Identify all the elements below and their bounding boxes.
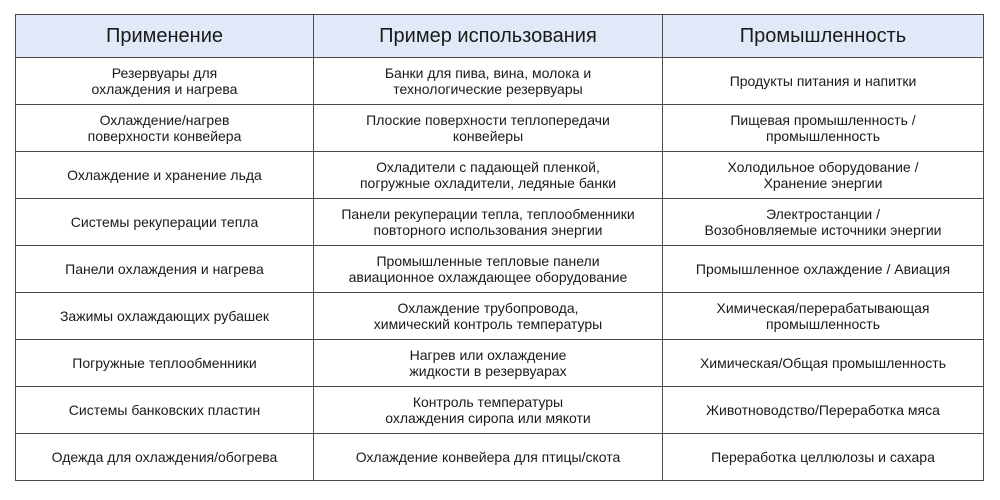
table-row bbox=[16, 387, 984, 434]
cell-industry: Электростанции / Возобновляемые источники энергии bbox=[663, 199, 984, 246]
table-row bbox=[16, 340, 984, 387]
cell-application: Погружные теплообменники bbox=[16, 340, 314, 387]
cell-application: Охлаждение/нагрев поверхности конвейера bbox=[16, 105, 314, 152]
cell-usage-example: Панели рекуперации тепла, теплообменники повторного использования энергии bbox=[314, 199, 663, 246]
table-row bbox=[16, 246, 984, 293]
cell-application: Одежда для охлаждения/обогрева bbox=[16, 434, 314, 481]
cell-usage-example: Охлаждение трубопровода, химический контроль температуры bbox=[314, 293, 663, 340]
header-industry: Промышленность bbox=[663, 15, 984, 58]
cell-application: Панели охлаждения и нагрева bbox=[16, 246, 314, 293]
cell-application: Системы банковских пластин bbox=[16, 387, 314, 434]
table-row bbox=[16, 293, 984, 340]
header-row bbox=[16, 15, 984, 58]
cell-application: Системы рекуперации тепла bbox=[16, 199, 314, 246]
cell-usage-example: Охлаждение конвейера для птицы/скота bbox=[314, 434, 663, 481]
cell-industry: Промышленное охлаждение / Авиация bbox=[663, 246, 984, 293]
cell-usage-example: Контроль температуры охлаждения сиропа или мякоти bbox=[314, 387, 663, 434]
table-row bbox=[16, 434, 984, 481]
cell-industry: Пищевая промышленность / промышленность bbox=[663, 105, 984, 152]
header-usage-example: Пример использования bbox=[314, 15, 663, 58]
table-row bbox=[16, 105, 984, 152]
table-row bbox=[16, 58, 984, 105]
cell-industry: Химическая/перерабатывающая промышленность bbox=[663, 293, 984, 340]
applications-table-container bbox=[15, 14, 983, 481]
cell-application: Зажимы охлаждающих рубашек bbox=[16, 293, 314, 340]
table-row bbox=[16, 152, 984, 199]
cell-usage-example: Плоские поверхности теплопередачи конвейеры bbox=[314, 105, 663, 152]
cell-usage-example: Нагрев или охлаждение жидкости в резервуарах bbox=[314, 340, 663, 387]
cell-usage-example: Банки для пива, вина, молока и технологические резервуары bbox=[314, 58, 663, 105]
table-body bbox=[16, 58, 984, 481]
applications-table bbox=[15, 14, 984, 481]
header-application: Применение bbox=[16, 15, 314, 58]
cell-industry: Химическая/Общая промышленность bbox=[663, 340, 984, 387]
cell-usage-example: Охладители с падающей пленкой, погружные охладители, ледяные банки bbox=[314, 152, 663, 199]
cell-industry: Животноводство/Переработка мяса bbox=[663, 387, 984, 434]
cell-industry: Продукты питания и напитки bbox=[663, 58, 984, 105]
cell-industry: Переработка целлюлозы и сахара bbox=[663, 434, 984, 481]
cell-application: Резервуары для охлаждения и нагрева bbox=[16, 58, 314, 105]
table-header bbox=[16, 15, 984, 58]
cell-application: Охлаждение и хранение льда bbox=[16, 152, 314, 199]
cell-industry: Холодильное оборудование / Хранение энергии bbox=[663, 152, 984, 199]
cell-usage-example: Промышленные тепловые панели авиационное охлаждающее оборудование bbox=[314, 246, 663, 293]
table-row bbox=[16, 199, 984, 246]
